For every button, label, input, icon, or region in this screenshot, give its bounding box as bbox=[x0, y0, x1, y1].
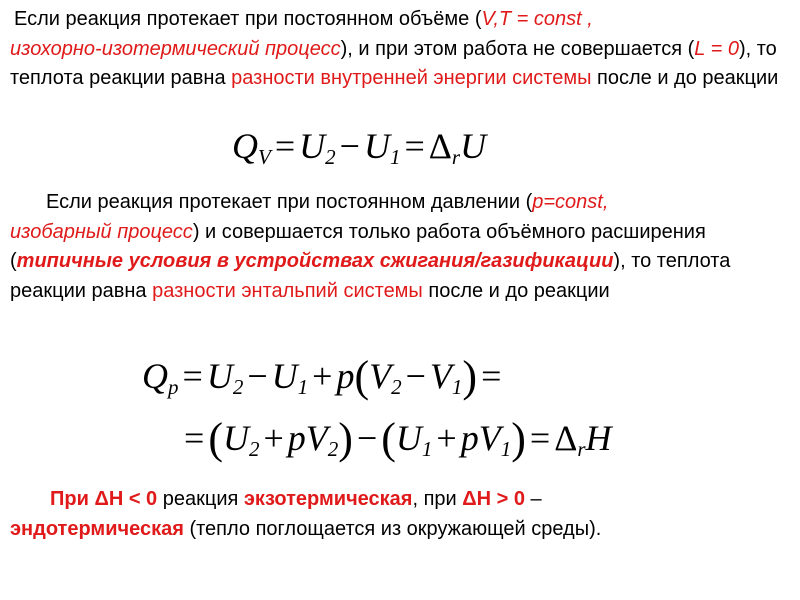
typical-conditions-note: типичные условия в устройствах сжигания/газификации bbox=[16, 250, 614, 272]
process-isobaric: изобарный процесс bbox=[10, 220, 193, 243]
formula-qp-line1: $Q_p = U_2 - U_1 + p(V_2 - V_1)$ = bbox=[142, 352, 502, 401]
process-isochoric-isothermal: изохорно-изотермический процесс bbox=[10, 37, 341, 60]
condition-dh-positive: ΔН > 0 bbox=[462, 488, 525, 510]
paragraph-isochoric: Если реакция протекает при постоянном объёме (V,T = const , изохорно-изотермический процесс), и при этом работа не совершается (L = 0), то теплота реакции равна разности внутренней энергии системы после и до реакции bbox=[10, 8, 779, 89]
term-endothermic: эндотермическая bbox=[10, 517, 184, 540]
condition-isobaric: p=const, bbox=[532, 191, 609, 213]
term-internal-energy-difference: разности внутренней энергии системы bbox=[231, 67, 592, 89]
formula-qv: $Q_V = U_2 - U_1 = \Delta_rU$ bbox=[232, 126, 487, 169]
term-exothermic: экзотермическая bbox=[243, 488, 413, 510]
formula-qp-line2: $=(U_2 + pV_2) -(U_1 + pV_1) = \Delta_rH$ bbox=[184, 414, 612, 463]
condition-isochoric: V,T = const , bbox=[481, 8, 593, 30]
condition-dh-negative: При ΔН < 0 bbox=[50, 488, 158, 510]
term-enthalpy-difference: разности энтальпий системы bbox=[152, 279, 423, 302]
paragraph-isobaric: Если реакция протекает при постоянном давлении (p=const, изобарный процесс) и совершается только работа объёмного расширения (типичные условия в устройствах сжигания/газификации), то теплота реакции равна разности энтальпий системы после и до реакции bbox=[10, 191, 731, 302]
condition-no-work: L = 0 bbox=[694, 37, 739, 60]
paragraph-exo-endo: При ΔН < 0 реакция экзотермическая, при ΔН > 0 – эндотермическая (тепло поглощается из окружающей среды). bbox=[10, 488, 602, 540]
